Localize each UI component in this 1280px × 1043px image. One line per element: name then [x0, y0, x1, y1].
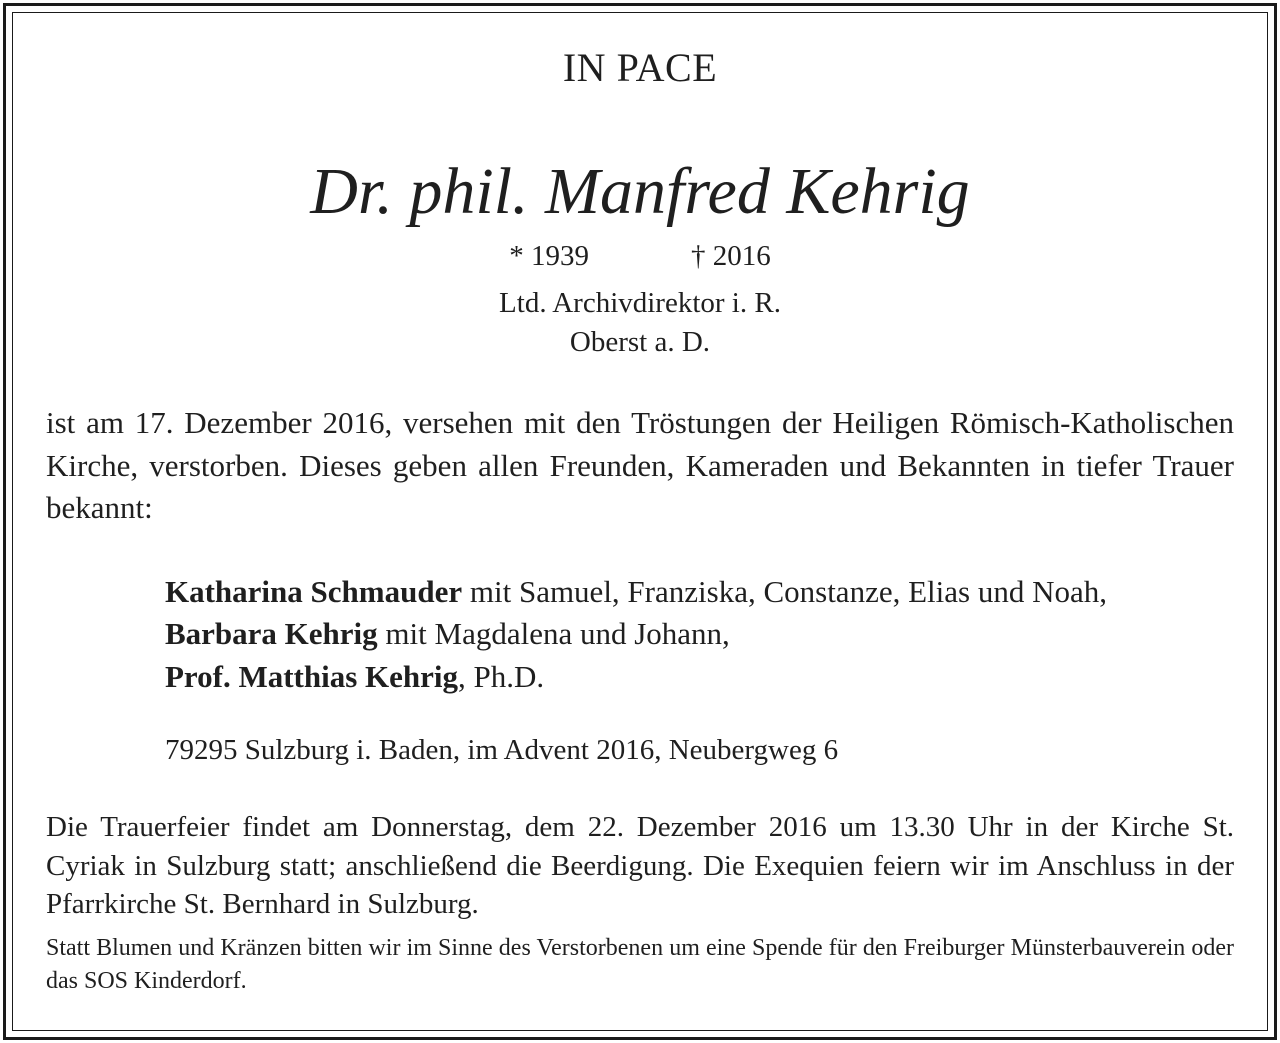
mourner-detail: mit Samuel, Franziska, Constanze, Elias und Noah, — [462, 574, 1107, 609]
mourner-name: Prof. Matthias Kehrig — [165, 659, 459, 694]
birth-year: * 1939 — [509, 240, 589, 272]
donation-note: Statt Blumen und Kränzen bitten wir im Sinne des Verstorbenen um eine Spende für den Freiburger Münsterbauverein oder das SOS Kinderdorf. — [46, 935, 1234, 994]
deceased-name: Dr. phil. Manfred Kehrig — [310, 155, 970, 228]
mourner-line — [165, 571, 1235, 614]
mourner-line — [165, 656, 1235, 699]
announcement-text: ist am 17. Dezember 2016, versehen mit den Tröstungen der Heiligen Römisch-Katholischen Kirche, verstorben. Dieses geben allen Freunden, Kameraden und Bekannten in tiefer Trauer bekannt: — [46, 405, 1234, 525]
mourner-name: Barbara Kehrig — [165, 616, 378, 651]
notice-header: IN PACE — [562, 45, 718, 90]
mourner-line — [165, 613, 1235, 656]
life-dates — [0, 240, 1280, 273]
mourner-name: Katharina Schmauder — [165, 574, 463, 609]
funeral-details: Die Trauerfeier findet am Donnerstag, dem 22. Dezember 2016 um 13.30 Uhr in der Kirche St. Cyriak in Sulzburg statt; anschließend die Beerdigung. Die Exequien feiern wir im Anschluss in der Pfarrkirche St. Bernhard in Sulzburg. — [46, 811, 1234, 920]
mourner-detail: , Ph.D. — [458, 659, 545, 694]
military-rank: Oberst a. D. — [569, 326, 711, 358]
mourner-detail: mit Magdalena und Johann, — [377, 616, 730, 651]
address-line: 79295 Sulzburg i. Baden, im Advent 2016, Neubergweg 6 — [165, 734, 839, 766]
professional-title: Ltd. Archivdirektor i. R. — [499, 287, 781, 319]
death-year: † 2016 — [691, 240, 771, 272]
